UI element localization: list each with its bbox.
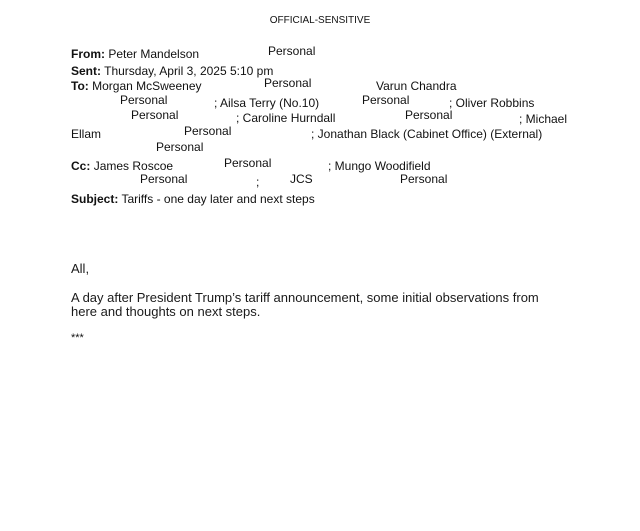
to-recipient: ; Ailsa Terry (No.10) [214,96,320,110]
redaction-label: Personal [362,93,410,107]
from-label: From: [71,47,105,61]
to-label: To: [71,79,89,93]
redaction-label: Personal [268,44,316,58]
to-recipient: Ellam [71,127,102,141]
redaction-label: Personal [131,108,179,122]
to-recipient: ; Oliver Robbins [449,96,535,110]
subject-value: Tariffs - one day later and next steps [121,192,315,206]
to-recipient: ; Jonathan Black (Cabinet Office) (External) [311,127,543,141]
cc-label: Cc: [71,159,91,173]
redaction-label: Personal [224,156,272,170]
classification-marking: OFFICIAL-SENSITIVE [269,15,371,26]
subject-label: Subject: [71,192,119,206]
sent-label: Sent: [71,64,101,78]
subject-line [71,192,315,206]
to-line [71,79,202,93]
redaction-label: Personal [156,140,204,154]
from-line [71,47,199,61]
section-separator: *** [71,332,84,344]
redaction-label: Personal [120,93,168,107]
to-recipient: Varun Chandra [376,79,457,93]
greeting: All, [71,261,90,276]
cc-recipient: ; [256,175,260,189]
cc-recipient: JCS [290,172,313,186]
body-paragraph-line: A day after President Trump’s tariff announcement, some initial observations from [71,290,539,305]
to-recipient: ; Michael [519,112,568,126]
cc-line [71,159,173,173]
cc-recipient: James Roscoe [93,159,174,173]
body-paragraph-line: here and thoughts on next steps. [71,304,261,319]
cc-recipient: ; Mungo Woodifield [328,159,431,173]
to-recipient: Morgan McSweeney [92,79,202,93]
sent-value: Thursday, April 3, 2025 5:10 pm [104,64,274,78]
redaction-label: Personal [400,172,448,186]
to-recipient: ; Caroline Hurndall [236,111,336,125]
redaction-label: Personal [140,172,188,186]
redaction-label: Personal [184,124,232,138]
sent-line [71,64,273,78]
redaction-label: Personal [405,108,453,122]
from-name: Peter Mandelson [108,47,200,61]
redaction-label: Personal [264,76,312,90]
